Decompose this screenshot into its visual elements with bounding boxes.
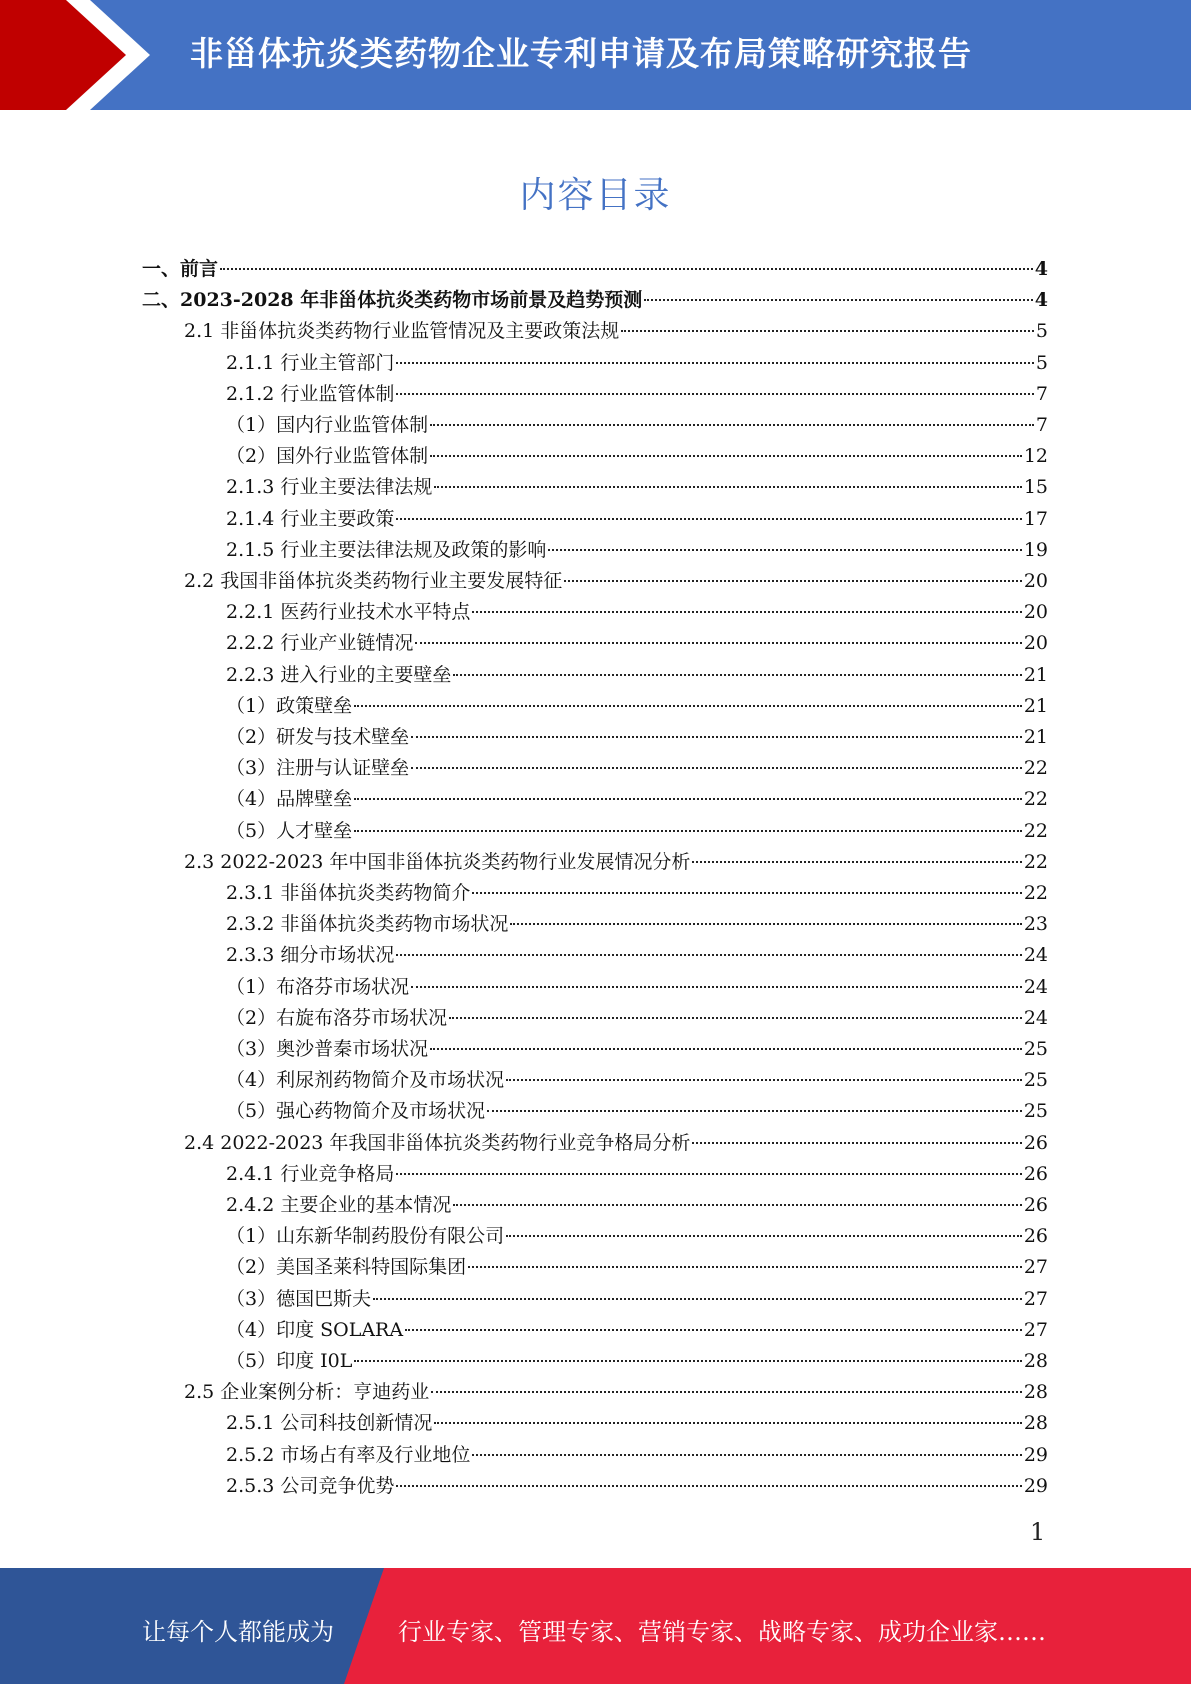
toc-entry-text: 2.1.3 行业主要法律法规: [226, 476, 433, 499]
toc-leader-dots: [354, 798, 1022, 800]
toc-entry-page: 26: [1023, 1225, 1048, 1248]
toc-entry[interactable]: [142, 285, 1048, 316]
toc-entry-text: （4）品牌壁垒: [226, 788, 353, 811]
toc-entry[interactable]: [226, 816, 1048, 847]
toc-entry[interactable]: [226, 784, 1048, 815]
toc-leader-dots: [453, 1204, 1021, 1206]
toc-title: 内容目录: [519, 175, 672, 216]
toc-leader-dots: [506, 1079, 1022, 1081]
toc-leader-dots: [415, 642, 1021, 644]
toc-leader-dots: [506, 1235, 1022, 1237]
footer-slogan-left: 让每个人都能成为: [142, 1618, 334, 1646]
toc-entry-text: 2.2.1 医药行业技术水平特点: [226, 601, 471, 624]
toc-entry[interactable]: [226, 1471, 1048, 1502]
toc-entry-page: 21: [1023, 663, 1048, 686]
toc-entry[interactable]: [226, 410, 1048, 441]
toc-entry[interactable]: [226, 1408, 1048, 1439]
footer-band: [0, 1568, 1191, 1684]
toc-entry-page: 27: [1023, 1318, 1048, 1341]
toc-entry-text: 2.4 2022-2023 年我国非甾体抗炎类药物行业竞争格局分析: [184, 1131, 691, 1154]
toc-entry-text: （2）研发与技术壁垒: [226, 726, 410, 748]
toc-leader-dots: [430, 1048, 1022, 1050]
toc-entry[interactable]: [226, 972, 1048, 1003]
toc-entry-text: （1）政策壁垒: [226, 694, 353, 717]
toc-entry-text: 2.2.3 进入行业的主要壁垒: [226, 663, 452, 686]
toc-leader-dots: [644, 299, 1033, 301]
toc-entry[interactable]: [226, 379, 1048, 410]
toc-entry-page: 22: [1023, 757, 1048, 780]
toc-entry[interactable]: [226, 504, 1048, 535]
toc-entry-page: 24: [1023, 944, 1048, 967]
toc-leader-dots: [396, 393, 1034, 395]
toc-leader-dots: [692, 861, 1021, 863]
toc-entry-page: 21: [1023, 726, 1048, 748]
toc-leader-dots: [472, 1454, 1021, 1456]
toc-entry-page: 27: [1023, 1256, 1048, 1279]
toc-entry[interactable]: [226, 628, 1048, 659]
toc-entry-page: 26: [1023, 1194, 1048, 1216]
toc-entry[interactable]: [226, 940, 1048, 971]
toc-entry[interactable]: [226, 753, 1048, 784]
toc-entry-page: 21: [1023, 694, 1048, 717]
toc-entry-text: （3）奥沙普秦市场状况: [226, 1038, 429, 1060]
toc-entry[interactable]: [226, 1440, 1048, 1471]
toc-entry-text: 一、前言: [142, 258, 219, 280]
header-band: [0, 0, 1191, 110]
toc-leader-dots: [434, 486, 1021, 488]
toc-entry-text: （2）美国圣莱科特国际集团: [226, 1256, 467, 1279]
toc-leader-dots: [564, 580, 1022, 582]
header-arrow-icon: [0, 0, 160, 110]
toc-entry[interactable]: [226, 535, 1048, 566]
toc-entry-text: 2.5.2 市场占有率及行业地位: [226, 1443, 471, 1466]
toc-entry-text: 2.1.2 行业监管体制: [226, 382, 395, 405]
toc-entry[interactable]: [184, 1128, 1048, 1159]
toc-leader-dots: [449, 1017, 1022, 1019]
toc-entry-text: （1）山东新华制药股份有限公司: [226, 1225, 505, 1248]
toc-leader-dots: [411, 767, 1022, 769]
toc-entry[interactable]: [226, 597, 1048, 628]
toc-leader-dots: [354, 705, 1022, 707]
toc-entry-text: （3）注册与认证壁垒: [226, 757, 410, 780]
toc-entry-text: （5）强心药物简介及市场状况: [226, 1100, 486, 1123]
toc-entry-text: 2.3.1 非甾体抗炎类药物简介: [226, 882, 471, 904]
toc-leader-dots: [430, 424, 1034, 426]
toc-entry-text: （1）布洛芬市场状况: [226, 975, 410, 998]
toc-entry[interactable]: [226, 1034, 1048, 1065]
toc-entry[interactable]: [226, 691, 1048, 722]
toc-entry-text: 2.5.1 公司科技创新情况: [226, 1412, 433, 1435]
page-number: 1: [1030, 1518, 1046, 1546]
toc-leader-dots: [354, 1360, 1021, 1362]
toc-leader-dots: [453, 674, 1021, 676]
toc-entry-page: 22: [1023, 850, 1048, 873]
toc-entry-page: 22: [1023, 819, 1048, 842]
report-title: 非甾体抗炎类药物企业专利申请及布局策略研究报告: [190, 34, 972, 73]
toc-entry-page: 29: [1023, 1443, 1048, 1466]
toc-entry-text: （2）国外行业监管体制: [226, 445, 429, 468]
toc-entry-page: 15: [1023, 476, 1048, 499]
toc-entry-page: 20: [1023, 632, 1048, 655]
toc-entry-page: 19: [1023, 538, 1048, 561]
toc-leader-dots: [510, 923, 1021, 925]
toc-entry[interactable]: [142, 254, 1048, 285]
toc-entry-page: 20: [1023, 601, 1048, 624]
toc-entry[interactable]: [184, 847, 1048, 878]
toc-leader-dots: [411, 736, 1022, 738]
toc-entry[interactable]: [226, 1315, 1048, 1346]
toc-leader-dots: [220, 268, 1033, 270]
toc-entry-page: 25: [1023, 1069, 1048, 1092]
toc-entry-text: 2.1.1 行业主管部门: [226, 351, 395, 374]
toc-entry-page: 25: [1023, 1100, 1048, 1123]
toc-entry-page: 28: [1023, 1412, 1048, 1435]
toc-leader-dots: [396, 954, 1021, 956]
toc-leader-dots: [396, 362, 1034, 364]
toc-leader-dots: [487, 1110, 1022, 1112]
toc-entry[interactable]: [184, 1377, 1048, 1408]
toc-entry-text: （3）德国巴斯夫: [226, 1287, 372, 1310]
toc-leader-dots: [373, 1298, 1022, 1300]
toc-entry-text: 2.3 2022-2023 年中国非甾体抗炎类药物行业发展情况分析: [184, 850, 691, 873]
toc-entry-page: 27: [1023, 1287, 1048, 1310]
toc-entry-page: 24: [1023, 1006, 1048, 1029]
toc-entry-text: 2.4.2 主要企业的基本情况: [226, 1194, 452, 1216]
toc-entry-page: 26: [1023, 1131, 1048, 1154]
toc-entry[interactable]: [226, 1284, 1048, 1315]
toc-entry-text: 2.1.4 行业主要政策: [226, 507, 395, 530]
toc-entry[interactable]: [226, 909, 1048, 940]
toc-leader-dots: [692, 1142, 1021, 1144]
toc-entry-page: 28: [1023, 1350, 1048, 1372]
toc-entry-page: 12: [1023, 445, 1048, 468]
toc-entry[interactable]: [226, 348, 1048, 379]
toc-entry[interactable]: [226, 1003, 1048, 1034]
toc-entry-page: 29: [1023, 1474, 1048, 1497]
toc-leader-dots: [472, 611, 1021, 613]
toc-entry[interactable]: [226, 878, 1048, 909]
toc-entry-text: 2.2 我国非甾体抗炎类药物行业主要发展特征: [184, 570, 563, 592]
toc-entry-page: 17: [1023, 507, 1048, 530]
toc-entry[interactable]: [226, 1252, 1048, 1283]
toc-entry-page: 7: [1035, 382, 1048, 405]
toc-entry-text: 2.1 非甾体抗炎类药物行业监管情况及主要政策法规: [184, 320, 620, 343]
toc-entry-page: 23: [1023, 913, 1048, 936]
toc-entry-text: （5）人才壁垒: [226, 819, 353, 842]
toc-entry-page: 4: [1034, 258, 1048, 280]
toc-entry-page: 4: [1034, 289, 1048, 312]
toc-entry-text: 2.3.2 非甾体抗炎类药物市场状况: [226, 913, 509, 936]
toc-entry-text: 2.2.2 行业产业链情况: [226, 632, 414, 655]
toc-entry-text: （1）国内行业监管体制: [226, 414, 429, 436]
toc-entry[interactable]: [226, 1159, 1048, 1190]
toc-entry-page: 20: [1023, 570, 1048, 592]
toc-entry-text: （2）右旋布洛芬市场状况: [226, 1006, 448, 1029]
toc-entry[interactable]: [226, 472, 1048, 503]
toc-entry-text: （4）印度 SOLARA: [226, 1318, 404, 1341]
toc-entry-text: 2.5.3 公司竞争优势: [226, 1474, 395, 1497]
toc-entry-text: （5）印度 I0L: [226, 1350, 353, 1372]
toc-leader-dots: [396, 518, 1021, 520]
toc-entry-text: 2.3.3 细分市场状况: [226, 944, 395, 967]
toc-entry-text: （4）利尿剂药物简介及市场状况: [226, 1069, 505, 1092]
toc-entry[interactable]: [226, 1190, 1048, 1221]
toc-leader-dots: [621, 330, 1034, 332]
toc-leader-dots: [472, 892, 1021, 894]
toc-entry[interactable]: [226, 1346, 1048, 1377]
toc-entry-text: 2.4.1 行业竞争格局: [226, 1162, 395, 1185]
toc-leader-dots: [431, 1391, 1022, 1393]
toc-leader-dots: [468, 1266, 1022, 1268]
toc-entry-text: 二、2023-2028 年非甾体抗炎类药物市场前景及趋势预测: [142, 289, 643, 312]
toc-entry[interactable]: [226, 722, 1048, 753]
toc-leader-dots: [411, 986, 1022, 988]
toc-entry-page: 5: [1035, 351, 1048, 374]
toc-entry-text: 2.5 企业案例分析：亨迪药业: [184, 1381, 430, 1404]
toc-entry-page: 28: [1023, 1381, 1048, 1404]
toc-entry-page: 25: [1023, 1038, 1048, 1060]
toc-entry[interactable]: [226, 1221, 1048, 1252]
toc-entry[interactable]: [226, 1065, 1048, 1096]
toc-leader-dots: [396, 1485, 1021, 1487]
toc-entry-page: 22: [1023, 882, 1048, 904]
toc-entry[interactable]: [184, 316, 1048, 347]
toc-leader-dots: [434, 1422, 1021, 1424]
toc-entry[interactable]: [184, 566, 1048, 597]
toc-entry[interactable]: [226, 660, 1048, 691]
toc-entry-page: 24: [1023, 975, 1048, 998]
toc-entry-page: 22: [1023, 788, 1048, 811]
toc-entry[interactable]: [226, 1096, 1048, 1127]
toc-entry-page: 26: [1023, 1162, 1048, 1185]
toc-entry-page: 7: [1035, 414, 1048, 436]
toc-entry-text: 2.1.5 行业主要法律法规及政策的影响: [226, 538, 547, 561]
footer-slogan-right: 行业专家、管理专家、营销专家、战略专家、成功企业家……: [398, 1618, 1046, 1646]
toc-leader-dots: [430, 455, 1022, 457]
toc-leader-dots: [405, 1329, 1022, 1331]
toc-leader-dots: [396, 1173, 1021, 1175]
toc-leader-dots: [354, 830, 1022, 832]
toc-entry-page: 5: [1035, 320, 1048, 343]
toc-entry[interactable]: [226, 441, 1048, 472]
toc-leader-dots: [548, 549, 1021, 551]
